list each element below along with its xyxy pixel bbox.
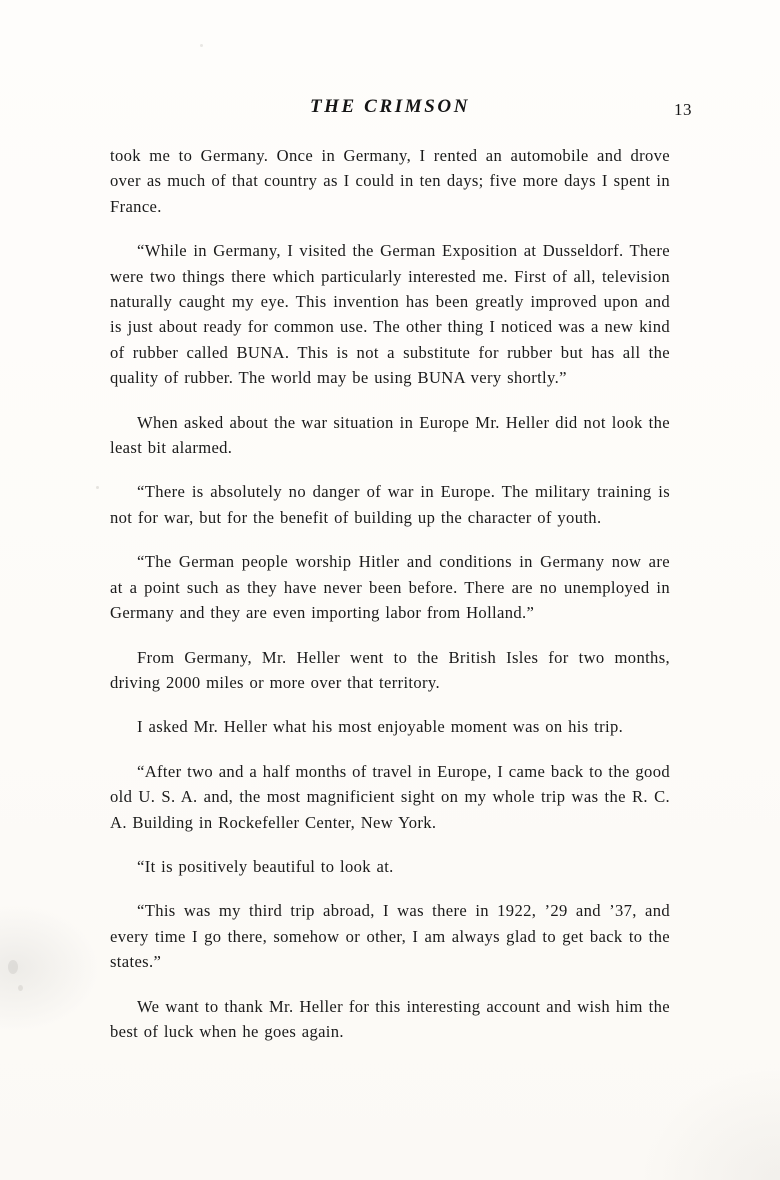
paragraph: From Germany, Mr. Heller went to the British Isles for two months, driving 2000 miles or more over that territory. [110,647,670,692]
paper-speck [8,960,18,974]
paper-speck [18,985,23,991]
article-body [110,143,670,1044]
paragraph: “It is positively beautiful to look at. [137,856,394,876]
paragraph: “After two and a half months of travel in Europe, I came back to the good old U. S. A. and, the most magnificient sight on my whole trip was the R. C. A. Building in Rockefeller Center, New York. [110,761,670,832]
paragraph: “This was my third trip abroad, I was there in 1922, ’29 and ’37, and every time I go there, somehow or other, I am always glad to get back to the states.” [110,901,670,972]
paragraph: I asked Mr. Heller what his most enjoyable moment was on his trip. [137,717,624,737]
paragraph: “While in Germany, I visited the German Exposition at Dusseldorf. There were two things there which particularly interested me. First of all, television naturally caught my eye. This invention has been greatly improved upon and is just about ready for common use. The other thing I noticed was a new kind of rubber called BUNA. This is not a substitute for rubber but has all the quality of rubber. The world may be using BUNA very shortly.” [110,241,670,388]
publication-title: THE CRIMSON [309,96,471,117]
paragraph: We want to thank Mr. Heller for this interesting account and wish him the best of luck when he goes again. [110,996,670,1041]
page-header [0,96,780,126]
paper-speck [96,486,99,489]
page-number: 13 [674,100,692,119]
paragraph: took me to Germany. Once in Germany, I rented an automobile and drove over as much of that country as I could in ten days; five more days I spent in France. [110,146,670,216]
paragraph: When asked about the war situation in Europe Mr. Heller did not look the least bit alarmed. [110,412,670,458]
paper-speck [200,44,203,47]
paragraph: “There is absolutely no danger of war in Europe. The military training is not for war, but for the benefit of building up the character of youth. [110,482,670,527]
paragraph: “The German people worship Hitler and conditions in Germany now are at a point such as they have never been before. There are no unemployed in Germany and they are even importing labor from Holland.” [110,552,670,623]
